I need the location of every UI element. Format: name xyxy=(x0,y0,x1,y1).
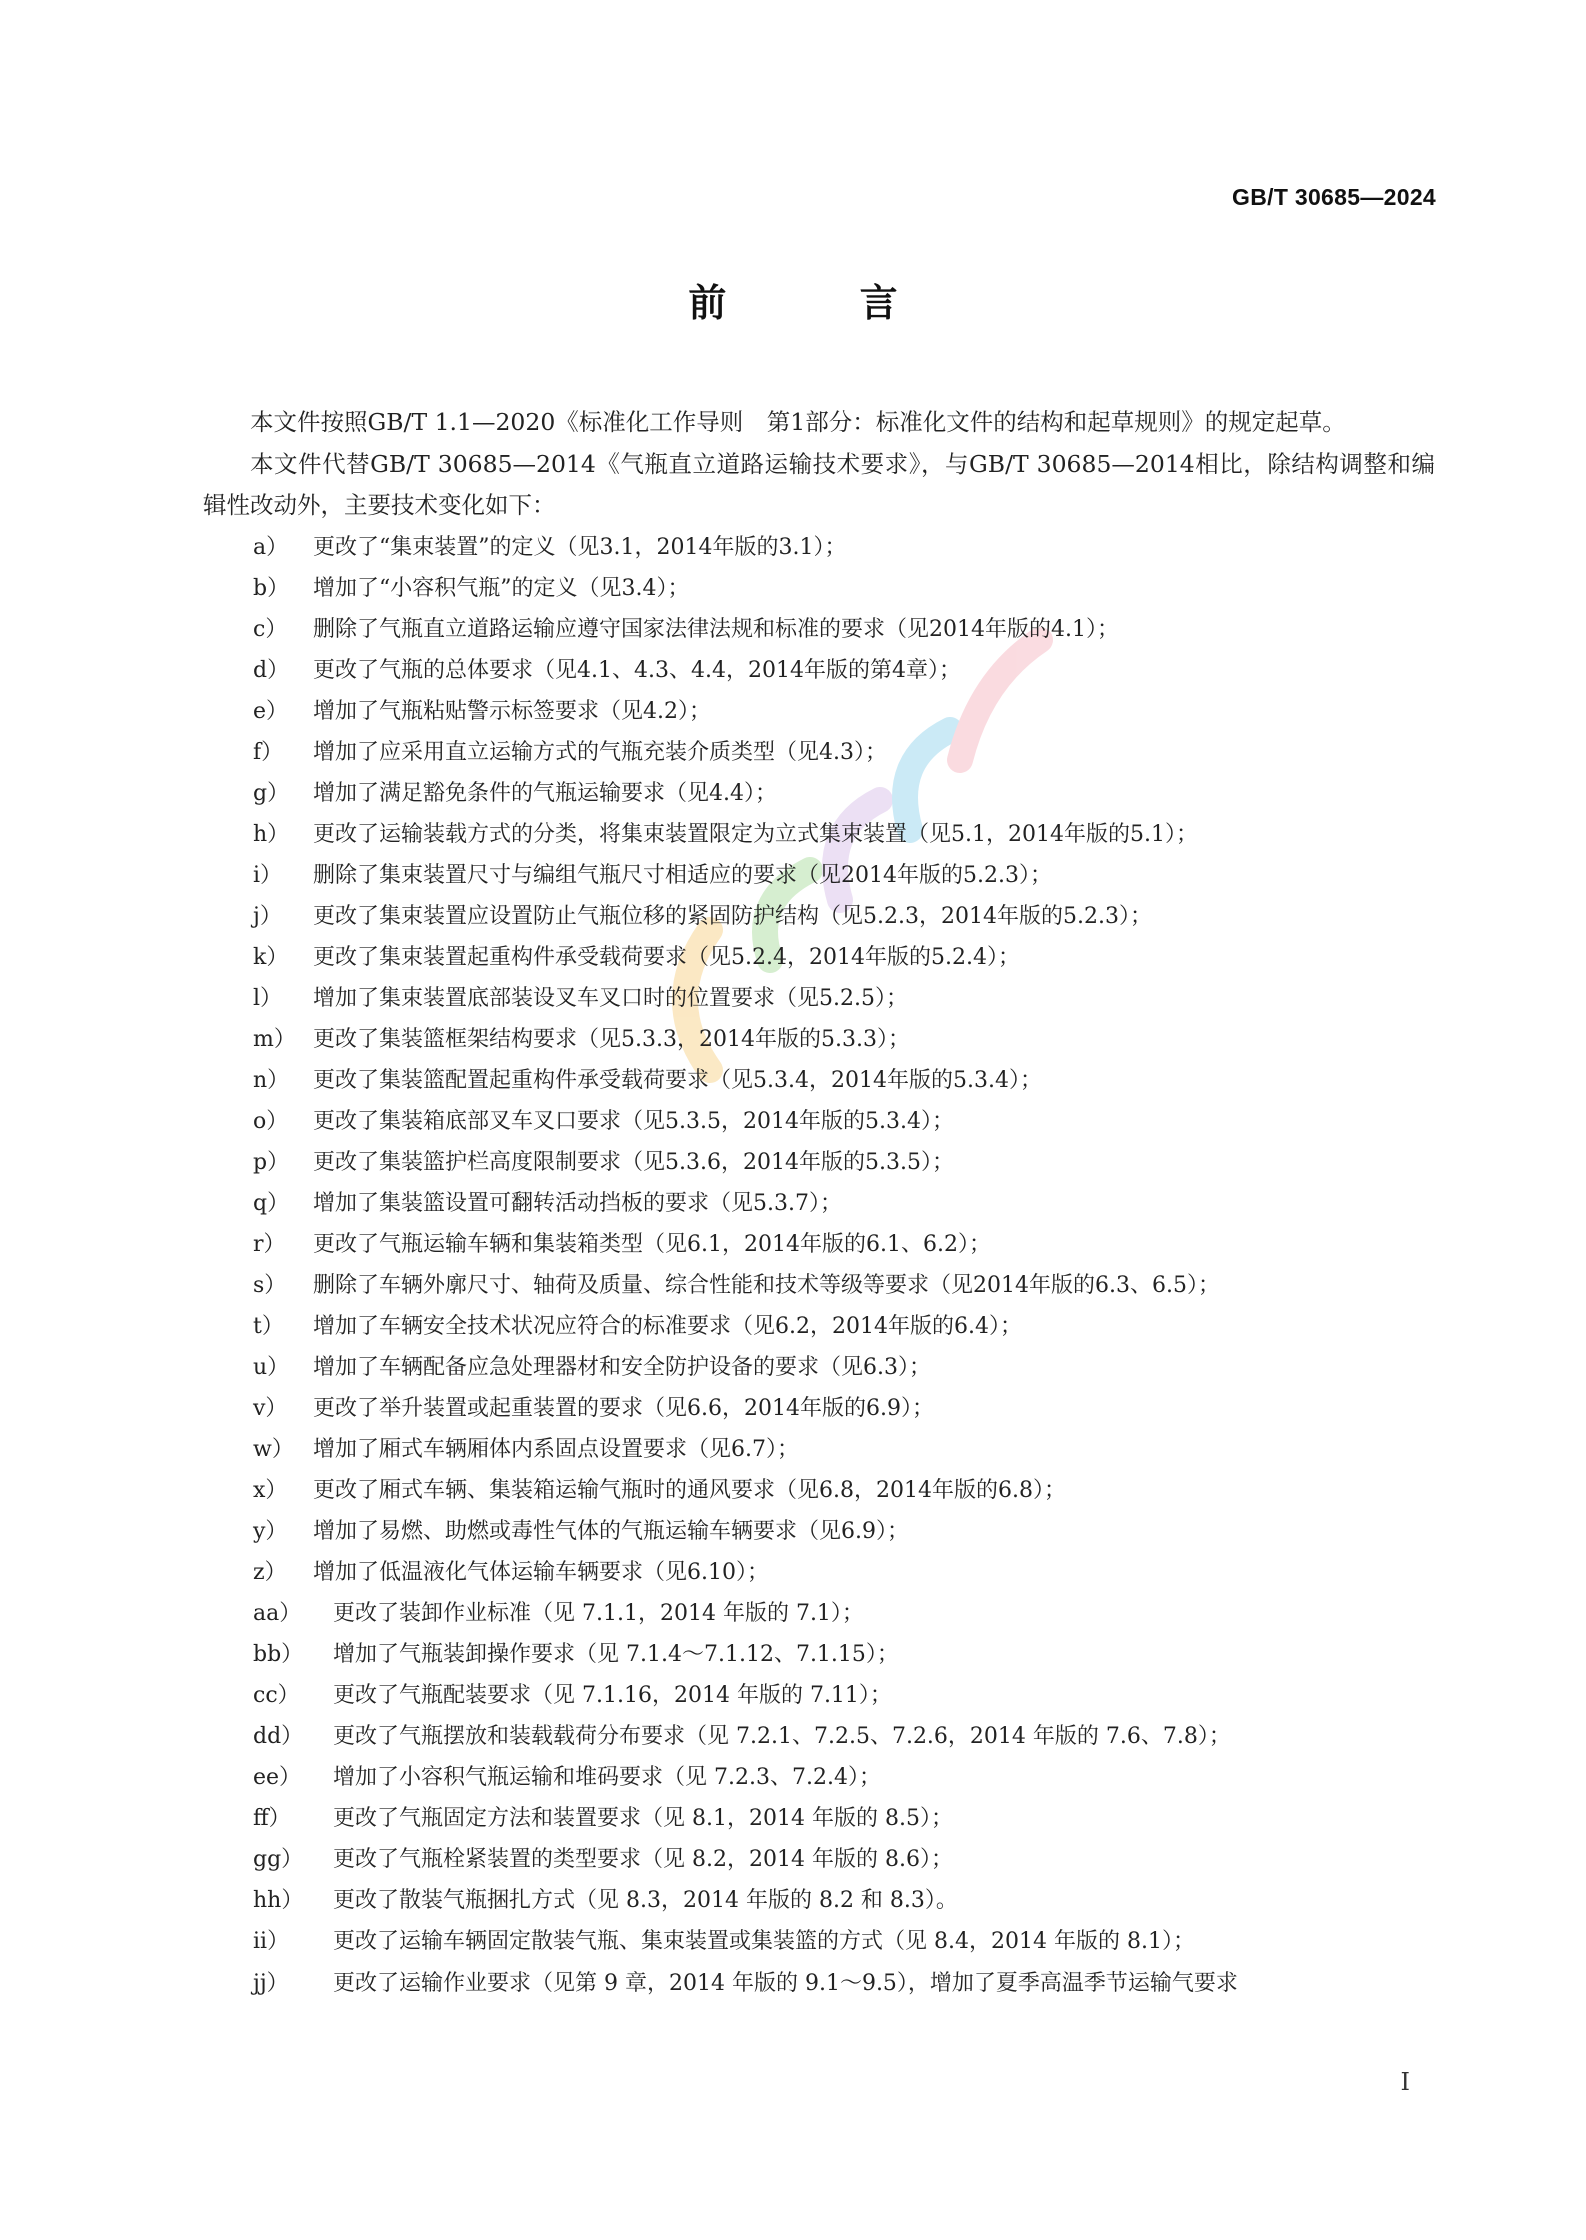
list-item-marker: bb） xyxy=(253,1641,304,1667)
list-item xyxy=(203,609,1435,650)
list-item xyxy=(203,527,1435,568)
list-item-marker: gg） xyxy=(253,1846,304,1872)
list-item xyxy=(203,937,1435,978)
list-item xyxy=(203,1224,1435,1265)
list-item-text: 更改了气瓶运输车辆和集装箱类型（见6.1，2014年版的6.1、6.2）； xyxy=(313,1231,991,1257)
list-item xyxy=(203,1388,1435,1429)
list-item-text: 增加了气瓶粘贴警示标签要求（见4.2）； xyxy=(313,698,711,724)
list-item-text: 增加了集装篮设置可翻转活动挡板的要求（见5.3.7）； xyxy=(313,1190,842,1216)
page-number: I xyxy=(1400,2068,1410,2096)
list-item xyxy=(203,1019,1435,1060)
list-item xyxy=(203,896,1435,937)
list-item-marker: l） xyxy=(253,985,283,1011)
list-item-text: 更改了气瓶摆放和装载载荷分布要求（见 7.2.1、7.2.5、7.2.6，2014 年版的 7.6、7.8）； xyxy=(333,1723,1231,1749)
list-item-marker: j） xyxy=(253,903,282,929)
list-item-text: 更改了集束装置应设置防止气瓶位移的紧固防护结构（见5.2.3，2014年版的5.2.3）； xyxy=(313,903,1152,929)
list-item-marker: m） xyxy=(253,1026,296,1052)
list-item xyxy=(203,691,1435,732)
list-item xyxy=(203,1757,1435,1798)
list-item xyxy=(203,1265,1435,1306)
list-item xyxy=(203,1470,1435,1511)
change-list xyxy=(203,527,1435,2006)
list-item-text: 增加了满足豁免条件的气瓶运输要求（见4.4）； xyxy=(313,780,777,806)
list-item-text: 更改了气瓶的总体要求（见4.1、4.3、4.4，2014年版的第4章）； xyxy=(313,657,961,683)
list-item-marker: dd） xyxy=(253,1723,304,1749)
list-item-marker: u） xyxy=(253,1354,290,1380)
list-item-marker: cc） xyxy=(253,1682,300,1708)
list-item-marker: t） xyxy=(253,1313,284,1339)
list-item xyxy=(203,773,1435,814)
list-item-marker: e） xyxy=(253,698,289,724)
list-item-marker: r） xyxy=(253,1231,286,1257)
list-item-marker: h） xyxy=(253,821,290,847)
list-item xyxy=(203,1634,1435,1675)
list-item-marker: s） xyxy=(253,1272,287,1298)
list-item-text: 更改了“集束装置”的定义（见3.1，2014年版的3.1）； xyxy=(313,534,847,560)
list-item-text: 删除了车辆外廓尺寸、轴荷及质量、综合性能和技术等级等要求（见2014年版的6.3、6.5）； xyxy=(313,1272,1220,1298)
list-item xyxy=(203,1716,1435,1757)
list-item-text: 更改了集装篮护栏高度限制要求（见5.3.6，2014年版的5.3.5）； xyxy=(313,1149,954,1175)
list-item-text: 增加了应采用直立运输方式的气瓶充装介质类型（见4.3）； xyxy=(313,739,887,765)
list-item-text: 增加了易燃、助燃或毒性气体的气瓶运输车辆要求（见6.9）； xyxy=(313,1518,909,1544)
list-item-text: 更改了集装篮框架结构要求（见5.3.3，2014年版的5.3.3）； xyxy=(313,1026,910,1052)
list-item-text: 更改了运输车辆固定散装气瓶、集束装置或集装篮的方式（见 8.4，2014 年版的 8.1）； xyxy=(333,1928,1195,1954)
list-item xyxy=(203,814,1435,855)
list-item xyxy=(203,1921,1435,1962)
list-item-marker: ff） xyxy=(253,1805,291,1831)
list-item-text: 更改了集装箱底部叉车叉口要求（见5.3.5，2014年版的5.3.4）； xyxy=(313,1108,954,1134)
list-item xyxy=(203,1839,1435,1880)
list-item-text: 更改了集束装置起重构件承受载荷要求（见5.2.4，2014年版的5.2.4）； xyxy=(313,944,1020,970)
list-item-text: 更改了散装气瓶捆扎方式（见 8.3，2014 年版的 8.2 和 8.3）。 xyxy=(333,1887,958,1913)
list-item-text: 删除了气瓶直立道路运输应遵守国家法律法规和标准的要求（见2014年版的4.1）； xyxy=(313,616,1119,642)
list-item xyxy=(203,568,1435,609)
list-item-marker: f） xyxy=(253,739,284,765)
list-item-text: 增加了“小容积气瓶”的定义（见3.4）； xyxy=(313,575,690,601)
list-item-marker: v） xyxy=(253,1395,288,1421)
list-item-marker: g） xyxy=(253,780,290,806)
standard-code: GB/T 30685—2024 xyxy=(1232,184,1436,210)
list-item-marker: jj） xyxy=(253,1970,289,1996)
intro-paragraph-1: 本文件按照GB/T 1.1—2020《标准化工作导则 第1部分：标准化文件的结构和起草规则》的规定起草。 xyxy=(250,408,1346,436)
list-item-marker: n） xyxy=(253,1067,290,1093)
list-item xyxy=(203,978,1435,1019)
list-item-marker: o） xyxy=(253,1108,289,1134)
list-item-marker: x） xyxy=(253,1477,288,1503)
list-item-marker: b） xyxy=(253,575,290,601)
list-item xyxy=(203,1429,1435,1470)
list-item xyxy=(203,1511,1435,1552)
list-item-text: 更改了举升装置或起重装置的要求（见6.6，2014年版的6.9）； xyxy=(313,1395,934,1421)
list-item-marker: hh） xyxy=(253,1887,304,1913)
list-item xyxy=(203,650,1435,691)
list-item-text: 更改了集装篮配置起重构件承受载荷要求（见5.3.4，2014年版的5.3.4）； xyxy=(313,1067,1042,1093)
list-item-text: 增加了车辆安全技术状况应符合的标准要求（见6.2，2014年版的6.4）； xyxy=(313,1313,1022,1339)
list-item xyxy=(203,1880,1435,1921)
list-item xyxy=(203,1306,1435,1347)
list-item-text: 更改了气瓶栓紧装置的类型要求（见 8.2，2014 年版的 8.6）； xyxy=(333,1846,953,1872)
list-item-marker: ii） xyxy=(253,1928,290,1954)
list-item-text: 增加了车辆配备应急处理器材和安全防护设备的要求（见6.3）； xyxy=(313,1354,931,1380)
list-item xyxy=(203,1675,1435,1716)
list-item-text: 增加了厢式车辆厢体内系固点设置要求（见6.7）； xyxy=(313,1436,799,1462)
document-body xyxy=(203,402,1435,2006)
list-item-marker: aa） xyxy=(253,1600,302,1626)
list-item-marker: a） xyxy=(253,534,289,560)
list-item-text: 更改了运输作业要求（见第 9 章，2014 年版的 9.1～9.5），增加了夏季高温季节运输气要求 xyxy=(333,1970,1238,1996)
list-item-marker: d） xyxy=(253,657,290,683)
list-item-marker: w） xyxy=(253,1436,294,1462)
intro-paragraph-2: 本文件代替GB/T 30685—2014《气瓶直立道路运输技术要求》，与GB/T 30685—2014相比，除结构调整和编辑性改动外，主要技术变化如下： xyxy=(203,449,1435,519)
list-item-marker: q） xyxy=(253,1190,290,1216)
list-item-marker: z） xyxy=(253,1559,287,1585)
list-item xyxy=(203,855,1435,896)
list-item-text: 增加了小容积气瓶运输和堆码要求（见 7.2.3、7.2.4）； xyxy=(333,1764,881,1790)
list-item xyxy=(203,732,1435,773)
list-item-text: 删除了集束装置尺寸与编组气瓶尺寸相适应的要求（见2014年版的5.2.3）； xyxy=(313,862,1052,888)
list-item-marker: y） xyxy=(253,1518,288,1544)
list-item-text: 增加了气瓶装卸操作要求（见 7.1.4～7.1.12、7.1.15）； xyxy=(333,1641,899,1667)
list-item xyxy=(203,1962,1435,2006)
list-item-text: 更改了装卸作业标准（见 7.1.1，2014 年版的 7.1）； xyxy=(333,1600,864,1626)
list-item-text: 增加了低温液化气体运输车辆要求（见6.10）； xyxy=(313,1559,769,1585)
list-item xyxy=(203,1060,1435,1101)
list-item xyxy=(203,1552,1435,1593)
list-item-text: 更改了气瓶固定方法和装置要求（见 8.1，2014 年版的 8.5）； xyxy=(333,1805,953,1831)
list-item-text: 增加了集束装置底部装设叉车叉口时的位置要求（见5.2.5）； xyxy=(313,985,908,1011)
list-item-marker: ee） xyxy=(253,1764,302,1790)
list-item xyxy=(203,1347,1435,1388)
list-item-marker: k） xyxy=(253,944,289,970)
page-title: 前 言 xyxy=(688,281,958,325)
list-item xyxy=(203,1183,1435,1224)
list-item xyxy=(203,1101,1435,1142)
list-item-marker: p） xyxy=(253,1149,290,1175)
list-item xyxy=(203,1798,1435,1839)
list-item-text: 更改了气瓶配装要求（见 7.1.16，2014 年版的 7.11）； xyxy=(333,1682,892,1708)
list-item xyxy=(203,1593,1435,1634)
list-item-marker: i） xyxy=(253,862,283,888)
list-item-text: 更改了运输装载方式的分类，将集束装置限定为立式集束装置（见5.1，2014年版的5.1）； xyxy=(313,821,1198,847)
list-item-marker: c） xyxy=(253,616,288,642)
list-item xyxy=(203,1142,1435,1183)
list-item-text: 更改了厢式车辆、集装箱运输气瓶时的通风要求（见6.8，2014年版的6.8）； xyxy=(313,1477,1066,1503)
